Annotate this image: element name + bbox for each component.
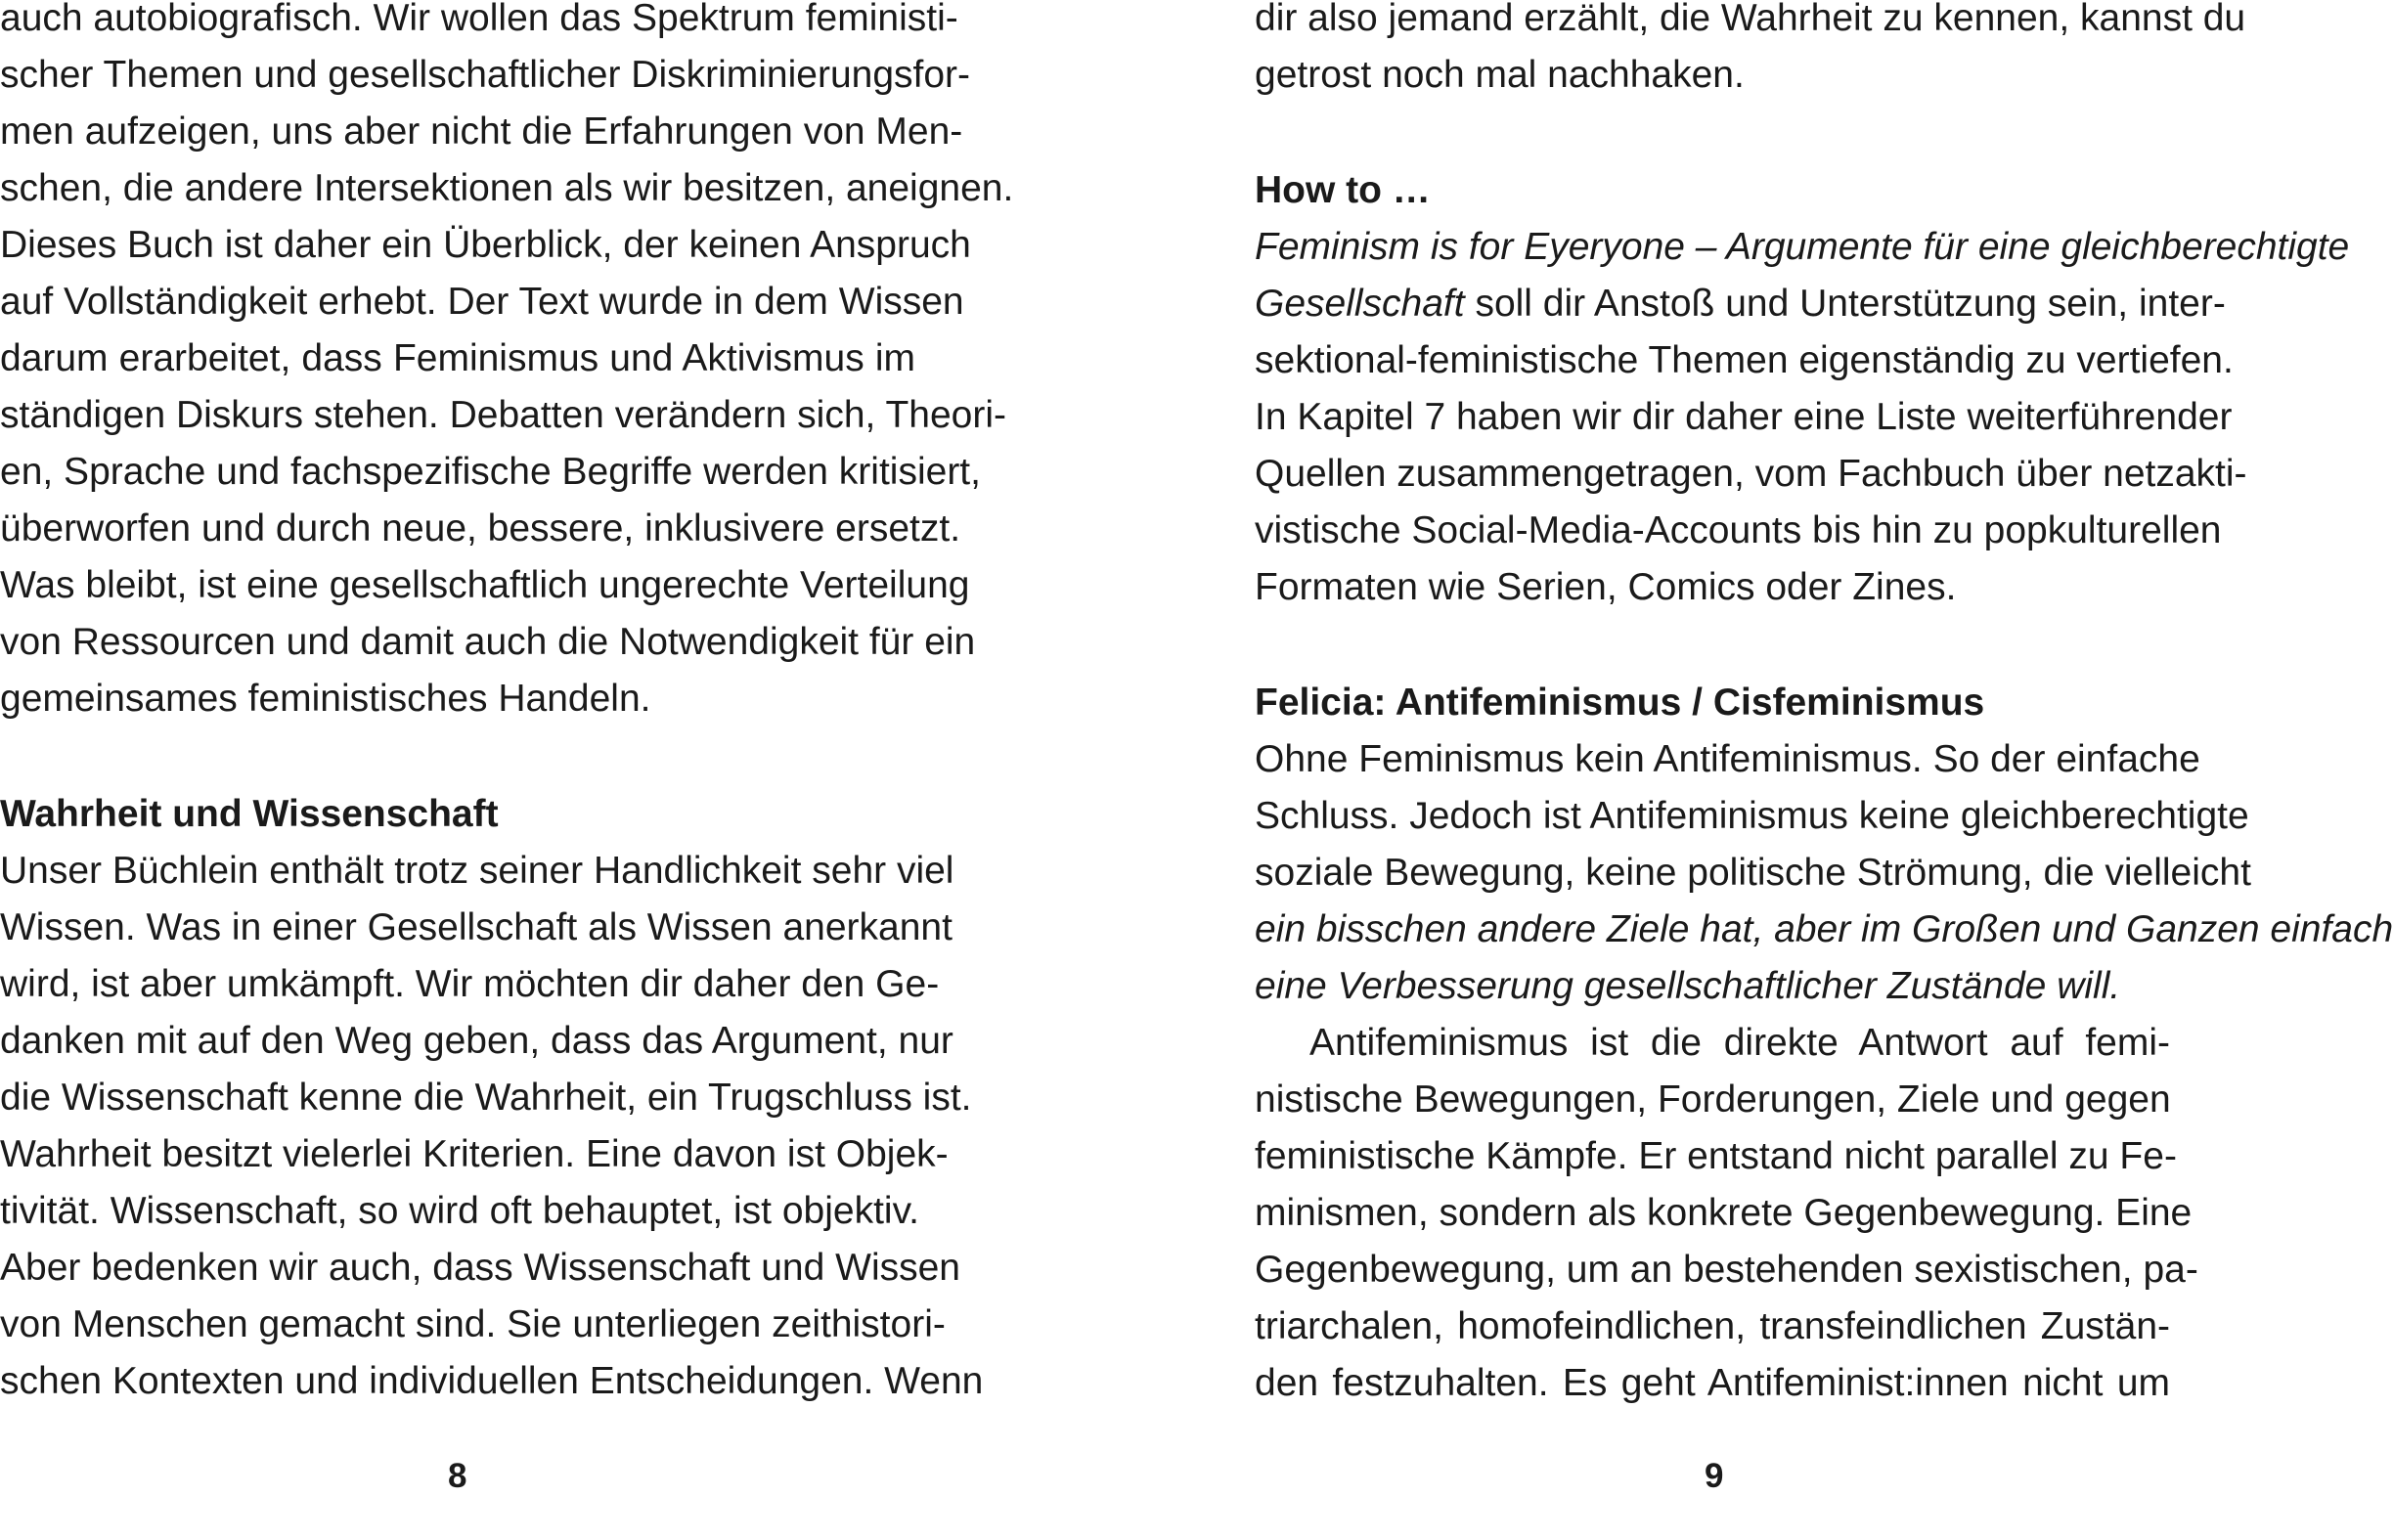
text-line: triarchalen, homofeindlichen, transfeindlichen Zustän- <box>1255 1305 2170 1347</box>
text-line: Schluss. Jedoch ist Antifeminismus keine gleichberechtigte <box>1255 795 2249 837</box>
text-line: Dieses Buch ist daher ein Überblick, der keinen Anspruch <box>0 224 971 266</box>
page-number: 8 <box>448 1457 467 1495</box>
text-line: schen, die andere Intersektionen als wir besitzen, aneignen. <box>0 167 1014 209</box>
text-line: Wissen. Was in einer Gesellschaft als Wissen anerkannt <box>0 906 953 948</box>
section-heading: How to … <box>1255 169 1431 211</box>
text-line: gemeinsames feministisches Handeln. <box>0 678 651 720</box>
text-line: auch autobiografisch. Wir wollen das Spektrum feministi- <box>0 0 958 39</box>
text-line: Quellen zusammengetragen, vom Fachbuch über netzakti- <box>1255 453 2247 495</box>
text-line: schen Kontexten und individuellen Entscheidungen. Wenn <box>0 1360 984 1402</box>
text-line: feministische Kämpfe. Er entstand nicht parallel zu Fe- <box>1255 1135 2177 1177</box>
text-line: minismen, sondern als konkrete Gegenbewegung. Eine <box>1255 1192 2193 1234</box>
text-line: Aber bedenken wir auch, dass Wissenschaft und Wissen <box>0 1247 960 1289</box>
text-line: den festzuhalten. Es geht Antifeminist:innen nicht um <box>1255 1362 2170 1404</box>
italic-line: eine Verbesserung gesellschaftlicher Zustände will. <box>1255 965 2121 1007</box>
left-page <box>0 0 1014 1540</box>
text-line: Gegenbewegung, um an bestehenden sexistischen, pa- <box>1255 1249 2198 1291</box>
text-line: tivität. Wissenschaft, so wird oft behauptet, ist objektiv. <box>0 1190 920 1232</box>
text-line: die Wissenschaft kenne die Wahrheit, ein Trugschluss ist. <box>0 1077 972 1119</box>
text-line: überworfen und durch neue, bessere, inklusivere ersetzt. <box>0 507 961 550</box>
text-line: vistische Social-Media-Accounts bis hin zu popkulturellen <box>1255 509 2222 551</box>
text-line: Was bleibt, ist eine gesellschaftlich ungerechte Verteilung <box>0 564 970 606</box>
italic-line: ein bisschen andere Ziele hat, aber im Großen und Ganzen einfach <box>1255 908 2393 950</box>
right-page <box>1255 0 2393 1540</box>
text-line: en, Sprache und fachspezifische Begriffe werden kritisiert, <box>0 451 981 493</box>
text-line: nistische Bewegungen, Forderungen, Ziele und gegen <box>1255 1078 2171 1121</box>
section-heading: Wahrheit und Wissenschaft <box>0 793 499 835</box>
text-line: men aufzeigen, uns aber nicht die Erfahrungen von Men- <box>0 110 963 153</box>
text-line: scher Themen und gesellschaftlicher Diskriminierungsfor- <box>0 54 971 96</box>
text-fragment: soll dir Anstoß und Unterstützung sein, inter- <box>1464 283 2226 325</box>
text-line: danken mit auf den Weg geben, dass das Argument, nur <box>0 1020 953 1062</box>
text-line: Ohne Feminismus kein Antifeminismus. So der einfache <box>1255 738 2200 780</box>
text-line: von Ressourcen und damit auch die Notwendigkeit für ein <box>0 621 976 663</box>
text-line: soziale Bewegung, keine politische Strömung, die vielleicht <box>1255 852 2251 894</box>
text-line: Formaten wie Serien, Comics oder Zines. <box>1255 566 1957 608</box>
text-line: getrost noch mal nachhaken. <box>1255 54 1745 96</box>
book-title-fragment: Gesellschaft <box>1255 283 1465 325</box>
text-line: ständigen Diskurs stehen. Debatten verändern sich, Theori- <box>0 394 1007 436</box>
text-line: Unser Büchlein enthält trotz seiner Handlichkeit sehr viel <box>0 850 954 892</box>
text-line: In Kapitel 7 haben wir dir daher eine Liste weiterführender <box>1255 396 2233 438</box>
text-line <box>1255 276 2226 332</box>
book-title-line: Feminism is for Eyeryone – Argumente für eine gleichberechtigte <box>1255 226 2350 268</box>
text-line: Wahrheit besitzt vielerlei Kriterien. Eine davon ist Objek- <box>0 1133 949 1175</box>
text-line: dir also jemand erzählt, die Wahrheit zu kennen, kannst du <box>1255 0 2246 39</box>
text-line: von Menschen gemacht sind. Sie unterliegen zeithistori- <box>0 1303 946 1345</box>
text-line: wird, ist aber umkämpft. Wir möchten dir daher den Ge- <box>0 963 940 1005</box>
section-heading: Felicia: Antifeminismus / Cisfeminismus <box>1255 682 1985 724</box>
page-number: 9 <box>1705 1457 1724 1495</box>
text-line: auf Vollständigkeit erhebt. Der Text wurde in dem Wissen <box>0 281 964 323</box>
text-line: sektional-feministische Themen eigenständig zu vertiefen. <box>1255 339 2234 381</box>
text-line: Antifeminismus ist die direkte Antwort auf femi- <box>1309 1022 2170 1064</box>
text-line: darum erarbeitet, dass Feminismus und Aktivismus im <box>0 337 915 379</box>
